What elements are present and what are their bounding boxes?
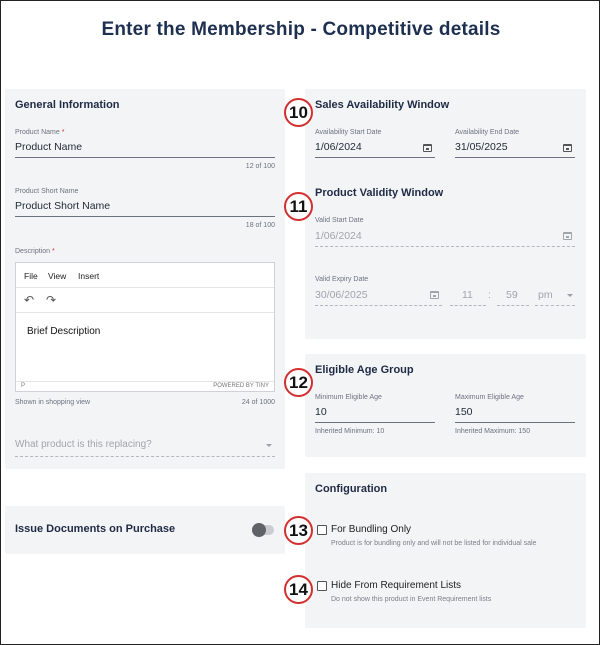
product-name-input[interactable]: Product Name — [15, 141, 83, 153]
undo-icon[interactable]: ↶ — [24, 293, 35, 307]
description-counter: 24 of 1000 — [241, 399, 275, 406]
short-name-input[interactable]: Product Short Name — [15, 200, 111, 212]
editor-branding: POWERED BY TINY — [213, 383, 269, 389]
calendar-icon[interactable] — [563, 144, 572, 152]
sales-end-input[interactable]: 31/05/2025 — [455, 141, 508, 153]
sales-start-label: Availability Start Date — [315, 129, 382, 136]
description-editor[interactable] — [15, 262, 275, 392]
page-title: Enter the Membership - Competitive details — [101, 19, 501, 40]
valid-expiry-minute-underline — [497, 305, 529, 306]
issue-documents-label: Issue Documents on Purchase — [15, 523, 176, 535]
replacing-underline — [15, 456, 275, 457]
editor-menubar — [16, 263, 274, 288]
bundling-checkbox[interactable] — [317, 525, 327, 535]
description-note: Shown in shopping view — [15, 399, 91, 406]
callout-marker: 10 — [284, 98, 313, 127]
hide-requirement-label[interactable]: Hide From Requirement Lists — [331, 580, 462, 591]
valid-expiry-minute[interactable]: 59 — [506, 289, 518, 301]
callout-marker: 11 — [284, 192, 313, 221]
validity-window-title: Product Validity Window — [315, 187, 444, 199]
replacing-select[interactable]: What product is this replacing? — [15, 439, 152, 450]
min-age-inherited: Inherited Minimum: 10 — [315, 428, 385, 435]
hide-requirement-help: Do not show this product in Event Requirement lists — [331, 596, 492, 603]
short-name-counter: 18 of 100 — [245, 222, 275, 229]
valid-expiry-hour-underline — [450, 305, 486, 306]
calendar-icon[interactable] — [423, 144, 432, 152]
redo-icon[interactable]: ↷ — [46, 293, 57, 307]
age-group-title: Eligible Age Group — [315, 364, 414, 376]
max-age-inherited: Inherited Maximum: 150 — [455, 428, 531, 435]
product-name-counter: 12 of 100 — [245, 163, 275, 170]
general-information-title: General Information — [15, 99, 120, 111]
valid-expiry-date-underline — [315, 305, 442, 306]
valid-start-underline — [315, 246, 575, 247]
sales-end-underline — [455, 157, 575, 158]
min-age-input[interactable]: 10 — [315, 406, 327, 418]
product-name-label: Product Name * — [15, 129, 65, 136]
age-group-panel — [305, 354, 586, 457]
editor-toolbar — [16, 288, 274, 313]
valid-expiry-date-input[interactable]: 30/06/2025 — [315, 289, 368, 301]
time-separator: : — [488, 289, 491, 301]
valid-start-input[interactable]: 1/06/2024 — [315, 230, 362, 242]
editor-statusbar — [16, 381, 274, 391]
bundling-label[interactable]: For Bundling Only — [331, 524, 412, 535]
editor-menu-view[interactable]: View — [48, 271, 67, 281]
callout-marker: 14 — [284, 575, 313, 604]
sales-start-underline — [315, 157, 435, 158]
min-age-label: Minimum Eligible Age — [315, 394, 382, 401]
editor-menu-file[interactable]: File — [24, 271, 38, 281]
configuration-title: Configuration — [315, 483, 388, 495]
editor-content[interactable]: Brief Description — [27, 326, 101, 337]
sales-window-title: Sales Availability Window — [315, 99, 450, 111]
calendar-icon[interactable] — [430, 291, 439, 299]
sales-end-label: Availability End Date — [455, 129, 520, 136]
hide-requirement-checkbox[interactable] — [317, 581, 327, 591]
max-age-input[interactable]: 150 — [455, 406, 473, 418]
calendar-icon[interactable] — [563, 232, 572, 240]
issue-documents-panel — [5, 506, 285, 554]
configuration-panel — [305, 473, 586, 628]
valid-expiry-ampm-underline — [535, 305, 575, 306]
min-age-underline — [315, 422, 435, 423]
product-name-underline — [15, 157, 275, 158]
valid-expiry-ampm[interactable]: pm — [538, 289, 553, 301]
short-name-label: Product Short Name — [15, 188, 79, 195]
valid-expiry-hour[interactable]: 11 — [462, 289, 473, 301]
replacing-caret-icon[interactable] — [266, 444, 272, 447]
sales-validity-panel — [305, 89, 586, 339]
issue-documents-toggle[interactable] — [252, 525, 274, 535]
valid-start-label: Valid Start Date — [315, 217, 364, 224]
editor-menu-insert[interactable]: Insert — [78, 271, 100, 281]
short-name-underline — [15, 216, 275, 217]
editor-path: P — [21, 383, 26, 389]
sales-start-input[interactable]: 1/06/2024 — [315, 141, 362, 153]
callout-marker: 13 — [284, 516, 313, 545]
callout-marker: 12 — [284, 368, 313, 397]
description-label: Description * — [15, 248, 55, 255]
max-age-underline — [455, 422, 575, 423]
max-age-label: Maximum Eligible Age — [455, 394, 524, 401]
toggle-knob — [252, 523, 266, 537]
ampm-caret-icon[interactable] — [567, 294, 573, 297]
valid-expiry-label: Valid Expiry Date — [315, 276, 369, 283]
bundling-help: Product is for bundling only and will not be listed for individual sale — [331, 540, 537, 547]
